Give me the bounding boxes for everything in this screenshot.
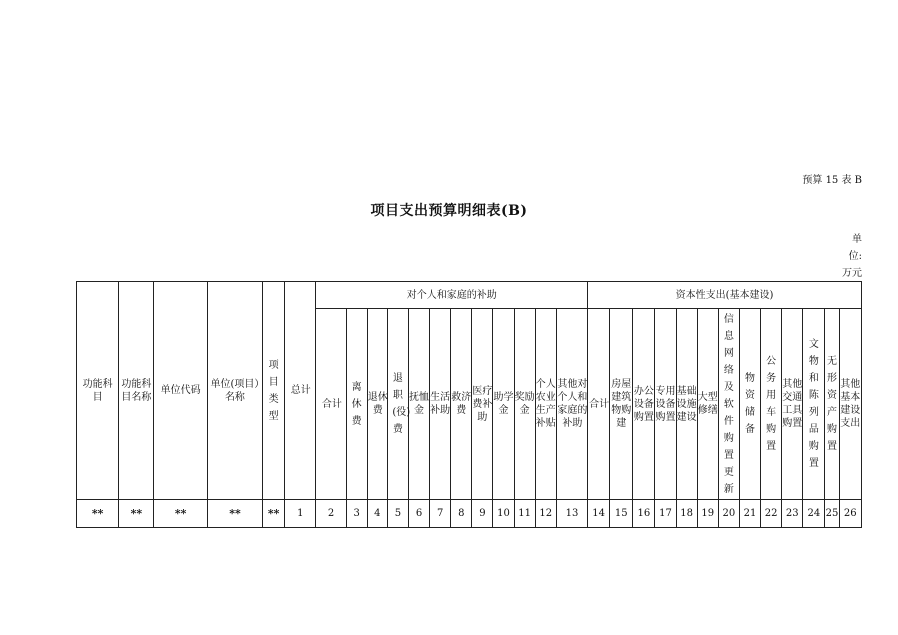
number-cell: 23 [782,500,803,528]
col-header: 办公设备购置 [633,309,655,500]
number-cell: 7 [430,500,451,528]
form-code: 预算 15 表 B [802,175,862,186]
col-header: 奖励金 [514,309,535,500]
number-cell: 3 [346,500,367,528]
col-header: 医疗费补助 [472,309,493,500]
col-header: 救济费 [451,309,472,500]
number-cell: 18 [676,500,697,528]
col-header: 合计 [316,309,346,500]
col-header-单位代码: 单位代码 [154,282,207,500]
number-cell: 5 [387,500,408,528]
unit-line: 位: [848,251,862,262]
col-header: 退职(役)费 [387,309,408,500]
number-cell: 21 [739,500,760,528]
col-header-项目类型: 项目类型 [263,282,285,500]
number-cell: 14 [588,500,610,528]
number-cell: 19 [697,500,718,528]
col-header: 基础设施建设 [676,309,697,500]
number-cell: 12 [535,500,556,528]
col-header: 其他交通工具购置 [782,309,803,500]
col-header: 其他基本建设支出 [839,309,861,500]
group-header-individual-subsidy: 对个人和家庭的补助 [316,282,588,309]
group-header-capital-expenditure: 资本性支出(基本建设) [588,282,862,309]
unit-label [842,231,862,282]
col-header: 生活补助 [430,309,451,500]
col-header: 其他对个人和家庭的补助 [556,309,587,500]
col-header: 文物和陈列品购置 [803,309,825,500]
col-header-功能科目名称: 功能科目名称 [119,282,154,500]
number-cell: 1 [285,500,316,528]
col-header: 合计 [588,309,610,500]
number-cell: 15 [610,500,633,528]
col-header-功能科目: 功能科目 [77,282,119,500]
col-header: 退休费 [367,309,387,500]
col-header: 无形资产购置 [825,309,839,500]
col-header: 抚恤金 [408,309,429,500]
number-cell: 22 [761,500,782,528]
col-header: 个人农业生产补贴 [535,309,556,500]
page-title: 项目支出预算明细表(B) [370,203,528,219]
col-header: 离休费 [346,309,367,500]
number-cell: 13 [556,500,587,528]
number-cell: 16 [633,500,655,528]
col-header-单位名称: 单位(项目）名称 [207,282,262,500]
number-cell: ** [119,500,154,528]
unit-line: 万元 [842,268,862,279]
col-header: 大型修缮 [697,309,718,500]
number-cell: 24 [803,500,825,528]
col-header: 公务用车购置 [761,309,782,500]
number-cell: 10 [493,500,514,528]
number-cell: ** [154,500,207,528]
number-cell: 8 [451,500,472,528]
budget-table [76,281,862,528]
col-header: 物资储备 [739,309,760,500]
number-cell: 17 [655,500,676,528]
number-cell: 25 [825,500,839,528]
number-cell: ** [77,500,119,528]
number-cell: 26 [839,500,861,528]
col-header: 专用设备购置 [655,309,676,500]
number-cell: 20 [718,500,739,528]
number-cell: ** [207,500,262,528]
number-cell: 9 [472,500,493,528]
col-header-总计: 总计 [285,282,316,500]
number-cell: 2 [316,500,346,528]
col-header: 助学金 [493,309,514,500]
number-cell: ** [263,500,285,528]
col-header: 信息网络及软件购置更新 [718,309,739,500]
number-cell: 11 [514,500,535,528]
col-header: 房屋建筑物购建 [610,309,633,500]
number-cell: 4 [367,500,387,528]
unit-line: 单 [852,234,862,245]
number-cell: 6 [408,500,429,528]
